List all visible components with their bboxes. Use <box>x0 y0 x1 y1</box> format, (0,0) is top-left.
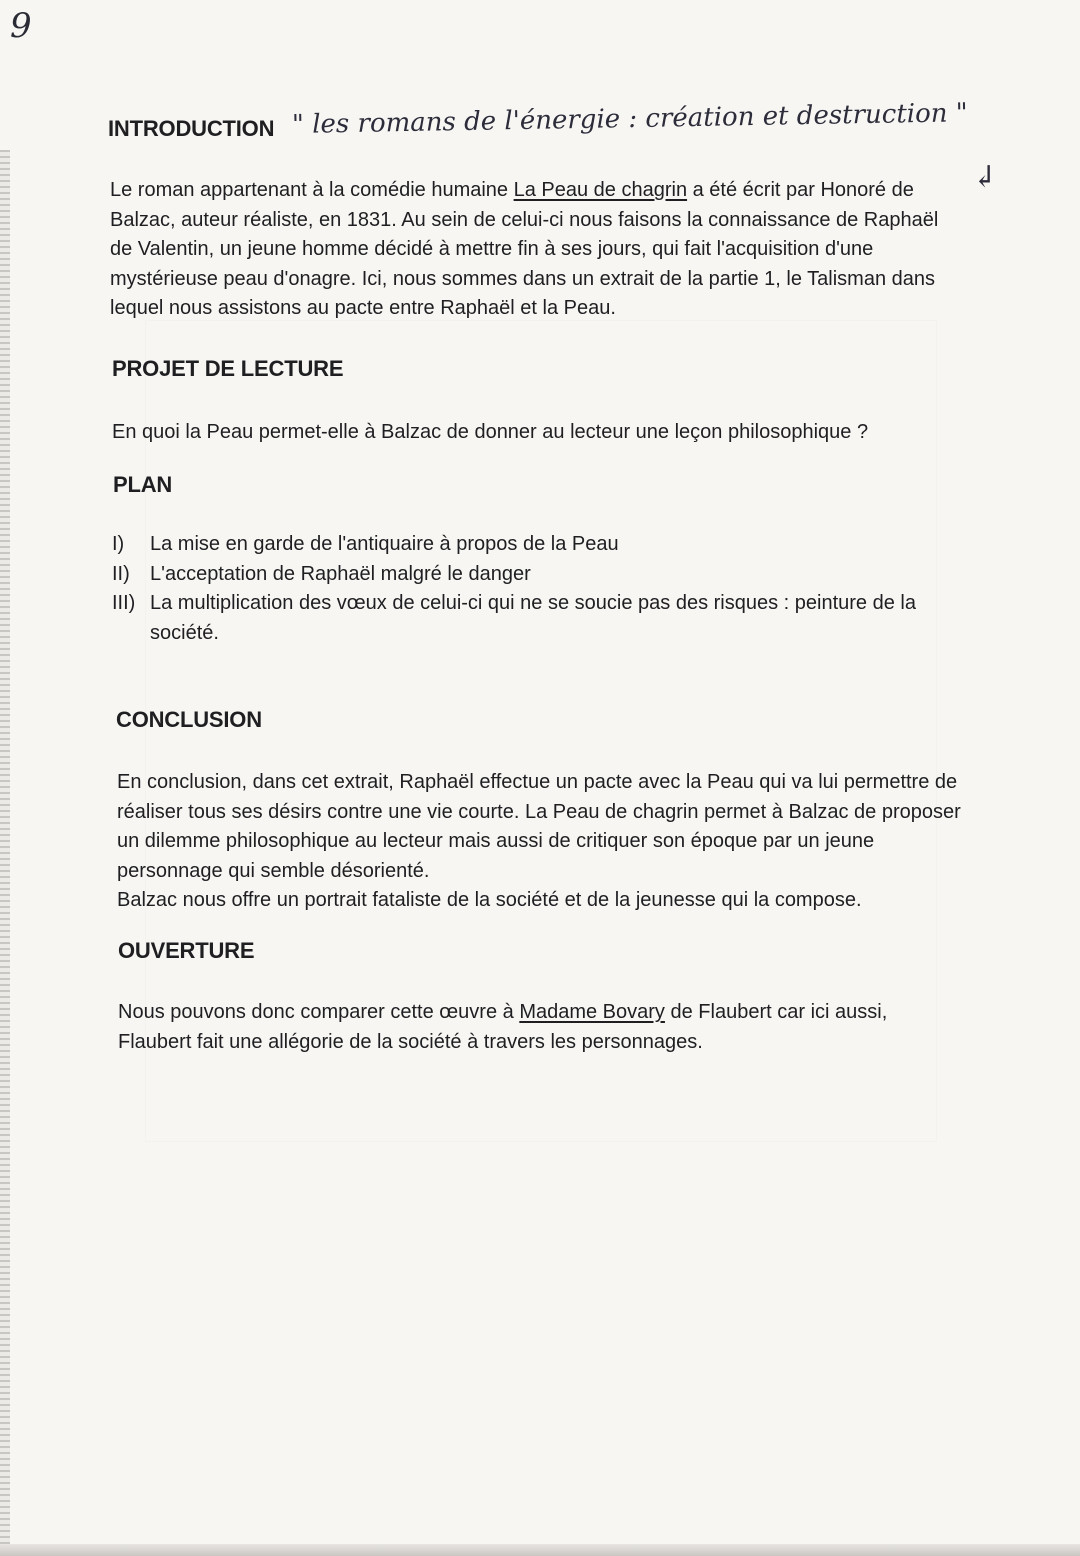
plan-item-number: II) <box>112 562 130 585</box>
projet-de-lecture-text: En quoi la Peau permet-elle à Balzac de donner au lecteur une leçon philosophique ? <box>112 421 869 443</box>
ouverture-paragraph <box>118 998 958 1057</box>
page-bottom-edge <box>0 1544 1080 1556</box>
projet-de-lecture-heading: PROJET DE LECTURE <box>112 356 344 381</box>
plan-item-text: L'acceptation de Raphaël malgré le danger <box>150 562 531 585</box>
conclusion-paragraph-1: En conclusion, dans cet extrait, Raphaël effectue un pacte avec la Peau qui va lui permettre de réaliser tous ses désirs contre une vie courte. La Peau de chagrin permet à Balzac de proposer un dilemme philosophique au lecteur mais aussi de critiquer son époque par un jeune personnage qui semble désorienté. <box>117 771 961 882</box>
plan-item <box>112 530 972 560</box>
introduction-paragraph <box>110 176 960 324</box>
handwritten-arrow-icon: ↲ <box>972 160 998 195</box>
plan-heading: PLAN <box>113 472 173 497</box>
book-title-peau-de-chagrin: La Peau de chagrin <box>513 179 688 201</box>
conclusion-heading: CONCLUSION <box>116 707 262 732</box>
page-number: 9 <box>10 6 32 46</box>
ouverture-text-start: Nous pouvons donc comparer cette œuvre à <box>118 1001 520 1023</box>
plan-item-text: La mise en garde de l'antiquaire à propos de la Peau <box>150 533 619 555</box>
introduction-heading: INTRODUCTION <box>108 116 275 141</box>
plan-item <box>112 589 972 648</box>
ouverture-heading: OUVERTURE <box>118 938 255 963</box>
conclusion-paragraph-2: Balzac nous offre un portrait fataliste de la société et de la jeunesse qui la compose. <box>117 889 862 911</box>
plan-item-number: III) <box>112 592 136 614</box>
plan-item-text: La multiplication des vœux de celui-ci qui ne se soucie pas des risques : peinture de la société. <box>150 592 916 644</box>
binder-edge <box>0 150 10 1556</box>
ouverture-text-end: de Flaubert car ici aussi, Flaubert fait une allégorie de la société à travers les personnages. <box>118 1001 888 1053</box>
plan-item <box>112 560 972 590</box>
handwritten-note: " les romans de l'énergie : création et destruction " <box>291 98 968 140</box>
book-title-madame-bovary: Madame Bovary <box>519 1001 665 1023</box>
plan-item-number: I) <box>112 533 125 555</box>
introduction-text-end: a été écrit par Honoré de Balzac, auteur réaliste, en 1831. Au sein de celui-ci nous faisons la connaissance de Raphaël de Valentin, un jeune homme décidé à mettre fin à ses jours, qui fait l'acquisition d'une mystérieuse peau d'onagre. Ici, nous sommes dans un extrait de la partie 1, le Talisman dans lequel nous assistons au pacte entre Raphaël et la Peau. <box>110 179 939 319</box>
introduction-text-start: Le roman appartenant à la comédie humaine <box>110 179 514 201</box>
plan-list <box>112 530 972 648</box>
